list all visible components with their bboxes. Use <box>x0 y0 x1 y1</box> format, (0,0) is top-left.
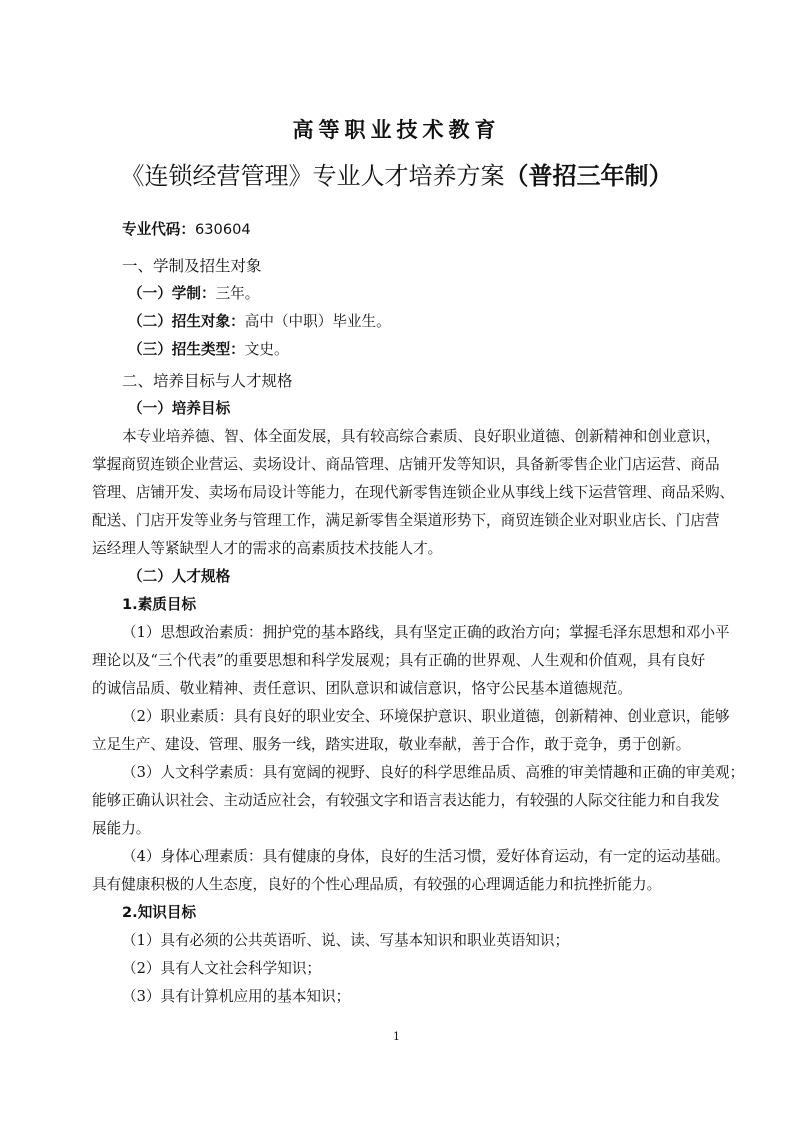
paragraph-line: 运经理人等紧缺型人才的需求的高素质技术技能人才。 <box>92 540 443 557</box>
section-heading: 二、培养目标与人才规格 <box>122 372 293 390</box>
subtitle-main: 《连锁经营管理》专业人才培养方案 <box>120 162 505 190</box>
section-heading: 一、学制及招生对象 <box>122 257 262 275</box>
paragraph-line: （4）身体心理素质：具有健康的身体，良好的生活习惯，爱好体育运动，有一定的运动基础。 <box>122 848 730 865</box>
paragraph-line: 展能力。 <box>92 820 151 837</box>
list-item: （1）具有必须的公共英语听、说、读、写基本知识和职业英语知识； <box>122 932 570 949</box>
item-value: 高中（中职）毕业生。 <box>244 313 391 330</box>
quality-heading: 1.素质目标 <box>122 596 197 613</box>
knowledge-heading: 2.知识目标 <box>122 904 197 921</box>
paragraph-line: 理论以及“三个代表”的重要思想和科学发展观；具有正确的世界观、人生观和价值观，具有良好 <box>92 652 706 669</box>
paragraph-line: 配送、门店开发等业务与管理工作，满足新零售全渠道形势下，商贸连锁企业对职业店长、门店营 <box>92 512 720 529</box>
paragraph-line: 本专业培养德、智、体全面发展，具有较高综合素质、良好职业道德、创新精神和创业意识， <box>122 428 721 445</box>
document-subtitle <box>0 156 793 191</box>
subsection-heading <box>92 591 672 619</box>
enrollment-item <box>92 336 672 364</box>
paragraph-line: （3）人文科学素质：具有宽阔的视野、良好的科学思维品质、高雅的审美情趣和正确的审美观； <box>122 764 745 781</box>
paragraph-line: 能够正确认识社会、主动适应社会，有较强文字和语言表达能力，有较强的人际交往能力和自我发 <box>92 792 720 809</box>
item-label: （一）学制： <box>128 285 216 302</box>
paragraph-line: 管理、店铺开发、卖场布局设计等能力，在现代新零售连锁企业从事线上线下运营管理、商品采购、 <box>92 484 735 501</box>
major-code <box>92 216 672 244</box>
enrollment-item <box>92 280 672 308</box>
paragraph-line: 具有健康积极的人生态度，良好的个性心理品质，有较强的心理调适能力和抗挫折能力。 <box>92 876 662 893</box>
document-body <box>92 216 745 1011</box>
goal-heading: （一）培养目标 <box>128 400 231 417</box>
paragraph-line: 立足生产、建设、管理、服务一线，踏实进取，敬业奉献，善于合作，敢于竞争，勇于创新。 <box>92 736 691 753</box>
subsection-heading <box>92 395 672 423</box>
list-item: （3）具有计算机应用的基本知识； <box>122 988 351 1005</box>
item-label: （三）招生类型： <box>128 341 245 358</box>
paragraph-line: 的诚信品质、敬业精神、责任意识、团队意识和诚信意识，恪守公民基本道德规范。 <box>92 680 632 697</box>
list-item: （2）具有人文社会科学知识； <box>122 960 322 977</box>
item-value: 三年。 <box>215 285 260 302</box>
major-code-value: 630604 <box>194 221 251 238</box>
paragraph-line: （2）职业素质：具有良好的职业安全、环境保护意识、职业道德，创新精神、创业意识，能够 <box>122 708 730 725</box>
item-label: （二）招生对象： <box>128 313 245 330</box>
enrollment-item <box>92 308 672 336</box>
spec-heading: （二）人才规格 <box>128 568 231 585</box>
paragraph-line: 掌握商贸连锁企业营运、卖场设计、商品管理、店铺开发等知识，具备新零售企业门店运营、商品 <box>92 456 720 473</box>
subsection-heading <box>92 899 672 927</box>
subtitle-program-type: （普招三年制） <box>504 162 673 190</box>
subsection-heading <box>92 563 672 591</box>
paragraph-line: （1）思想政治素质：拥护党的基本路线，具有坚定正确的政治方向；掌握毛泽东思想和邓小平 <box>122 624 730 641</box>
page-number: 1 <box>393 1030 400 1043</box>
document-title: 高等职业技术教育 <box>292 118 501 142</box>
item-value: 文史。 <box>244 341 289 358</box>
major-code-label: 专业代码： <box>122 221 195 238</box>
